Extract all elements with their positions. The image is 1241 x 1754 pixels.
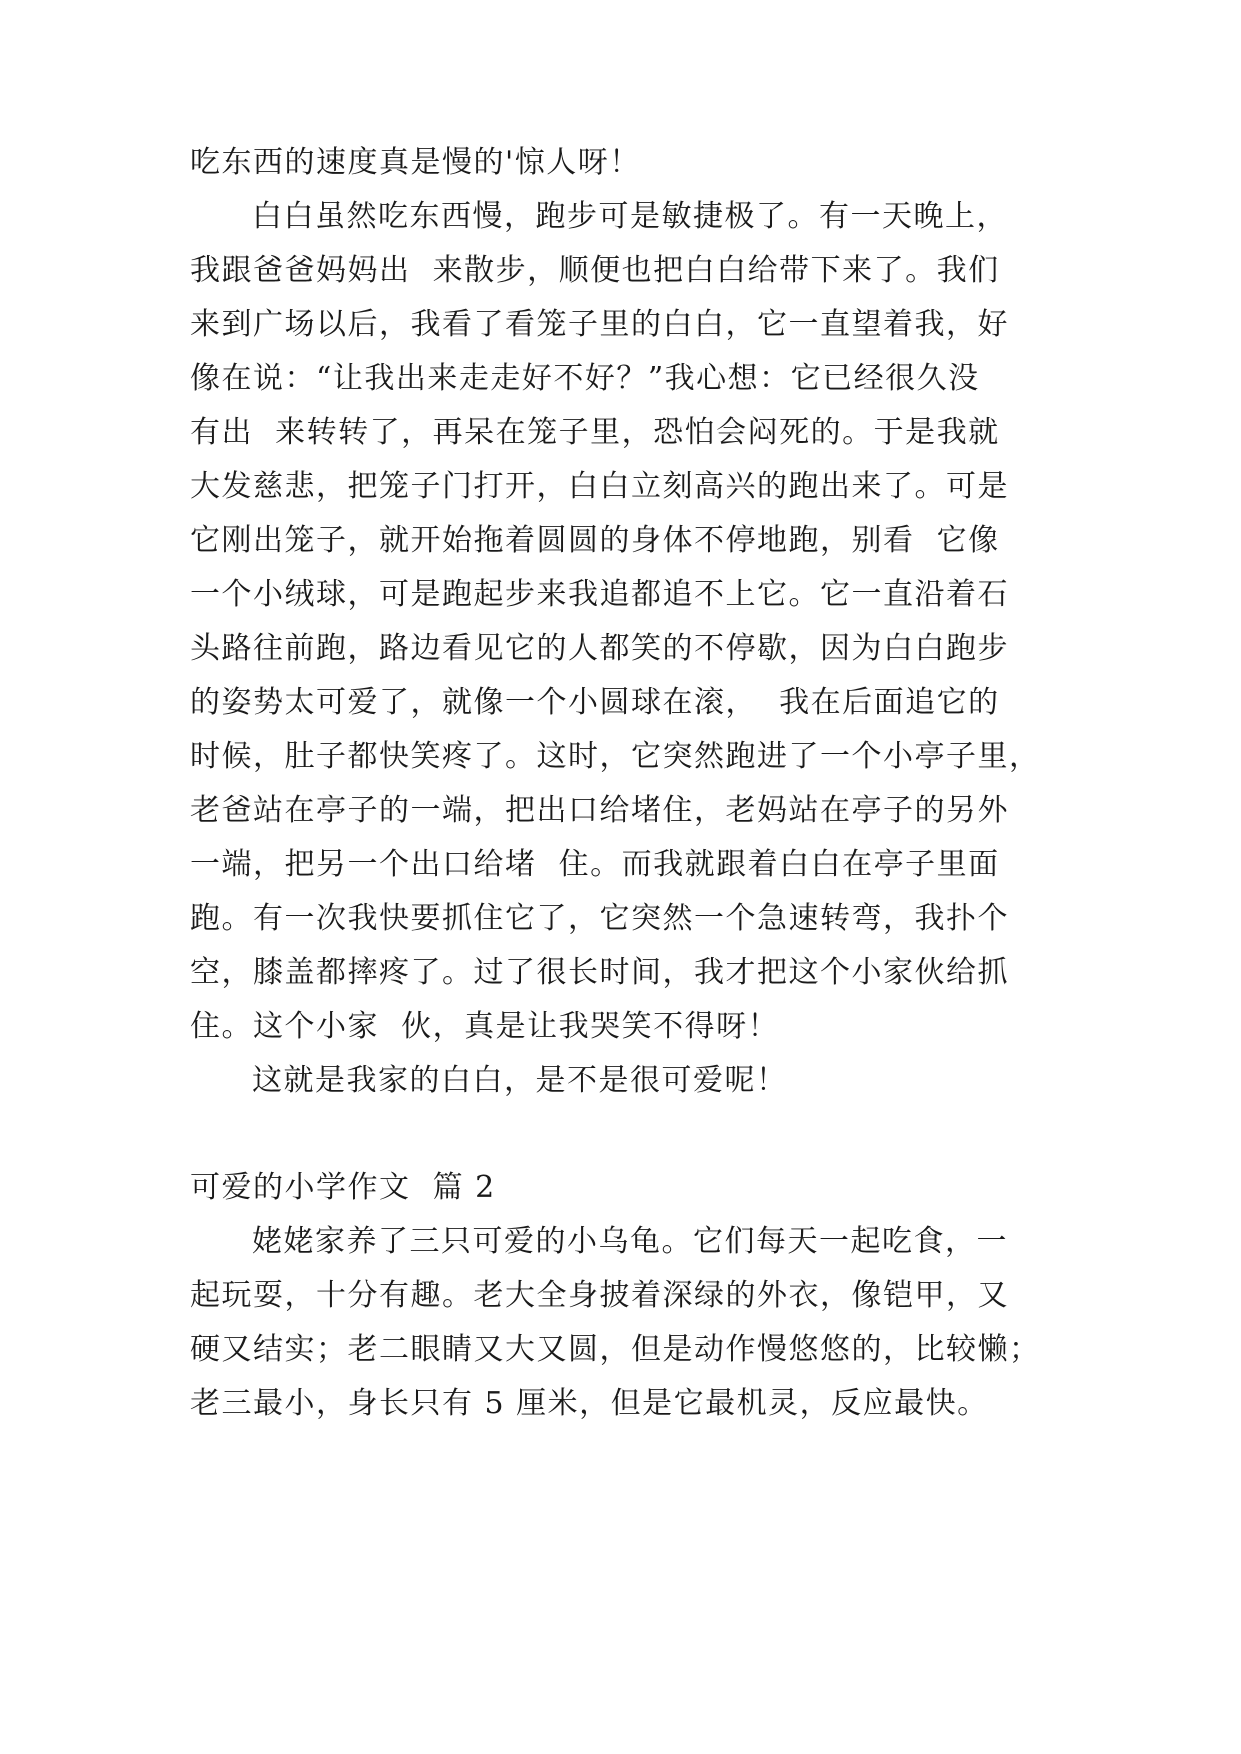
essay1-closing-line: 这就是我家的白白，是不是很可爱呢！ (252, 1063, 788, 1098)
essay2-heading: 可爱的小学作文 篇 2 (190, 1170, 496, 1205)
essay2-line-1: 姥姥家养了三只可爱的小乌龟。它们每天一起吃食，一 (252, 1224, 1008, 1259)
essay1-line-15: 跑。有一次我快要抓住它了，它突然一个急速转弯，我扑个 (190, 901, 1009, 936)
essay1-line-9: 一个小绒球，可是跑起步来我追都追不上它。它一直沿着石 (190, 577, 1009, 612)
essay1-line-13: 老爸站在亭子的一端，把出口给堵住，老妈站在亭子的另外 (190, 793, 1009, 828)
essay1-line-3: 我跟爸爸妈妈出 来散步，顺便也把白白给带下来了。我们 (190, 253, 1000, 288)
essay1-line-12: 时候，肚子都快笑疼了。这时，它突然跑进了一个小亭子里， (190, 739, 1041, 774)
essay2-line-4: 老三最小，身长只有 5 厘米，但是它最机灵，反应最快。 (190, 1386, 989, 1421)
essay1-line-10: 头路往前跑，路边看见它的人都笑的不停歇，因为白白跑步 (190, 631, 1009, 666)
essay1-line-6: 有出 来转转了，再呆在笼子里，恐怕会闷死的。于是我就 (190, 415, 1000, 450)
essay2-line-2: 起玩耍，十分有趣。老大全身披着深绿的外衣，像铠甲，又 (190, 1278, 1009, 1313)
essay1-line-8: 它刚出笼子，就开始拖着圆圆的身体不停地跑，别看 它像 (190, 523, 1000, 558)
essay1-line-16: 空，膝盖都摔疼了。过了很长时间，我才把这个小家伙给抓 (190, 955, 1009, 990)
essay2-line-3: 硬又结实；老二眼睛又大又圆，但是动作慢悠悠的，比较懒； (190, 1332, 1041, 1367)
essay1-line-2: 白白虽然吃东西慢，跑步可是敏捷极了。有一天晚上， (252, 199, 1008, 234)
essay1-line-7: 大发慈悲，把笼子门打开，白白立刻高兴的跑出来了。可是 (190, 469, 1009, 504)
essay1-line-4: 来到广场以后，我看了看笼子里的白白，它一直望着我，好 (190, 307, 1009, 342)
essay1-line-1: 吃东西的速度真是慢的'惊人呀！ (190, 145, 641, 180)
essay1-line-17: 住。这个小家 伙，真是让我哭笑不得呀！ (190, 1009, 780, 1044)
essay1-line-5: 像在说：“让我出来走走好不好？”我心想：它已经很久没 (190, 361, 980, 396)
essay1-line-14: 一端，把另一个出口给堵 住。而我就跟着白白在亭子里面 (190, 847, 1000, 882)
essay1-line-11: 的姿势太可爱了，就像一个小圆球在滚， 我在后面追它的 (190, 685, 1000, 720)
